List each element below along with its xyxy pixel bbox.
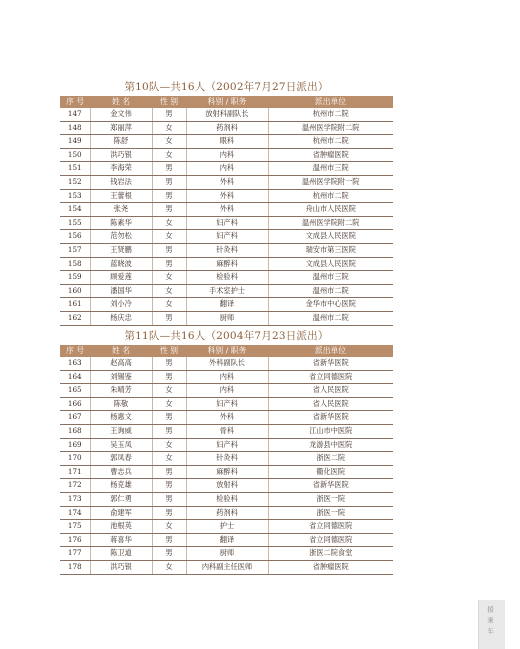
cell-unit: 省立同德医院 — [268, 520, 393, 534]
cell-gender: 男 — [152, 243, 186, 257]
table-row — [60, 370, 393, 384]
cell-number: 147 — [60, 108, 90, 121]
header-name: 姓 名 — [90, 345, 152, 357]
cell-gender: 女 — [152, 560, 186, 574]
cell-unit: 省肿瘤医院 — [268, 148, 393, 162]
cell-name: 潘国华 — [90, 284, 152, 298]
table-row — [60, 438, 393, 452]
cell-name: 洪巧银 — [90, 148, 152, 162]
cell-number: 157 — [60, 243, 90, 257]
table-row — [60, 243, 393, 257]
cell-department: 药剂科 — [186, 121, 268, 135]
cell-gender: 女 — [152, 284, 186, 298]
table-row — [60, 189, 393, 203]
table-header-row — [60, 96, 393, 108]
cell-gender: 女 — [152, 135, 186, 149]
cell-number: 174 — [60, 506, 90, 520]
table-row — [60, 121, 393, 135]
cell-department: 翻译 — [186, 298, 268, 312]
team-10-table — [60, 96, 393, 326]
cell-name: 杨庆忠 — [90, 311, 152, 325]
cell-unit: 温州医学院附二院 — [268, 121, 393, 135]
cell-department: 内科 — [186, 370, 268, 384]
cell-name: 蓝晓波 — [90, 257, 152, 271]
cell-unit: 杭州市二院 — [268, 135, 393, 149]
cell-unit: 温州市三院 — [268, 162, 393, 176]
table-row — [60, 148, 393, 162]
cell-gender: 男 — [152, 108, 186, 121]
cell-department: 骨科 — [186, 424, 268, 438]
cell-name: 吴玉凤 — [90, 438, 152, 452]
cell-name: 赵高高 — [90, 357, 152, 370]
cell-name: 郑丽萍 — [90, 121, 152, 135]
table-row — [60, 520, 393, 534]
cell-name: 郭凤春 — [90, 452, 152, 466]
table-row — [60, 257, 393, 271]
cell-gender: 女 — [152, 216, 186, 230]
cell-department: 外科 — [186, 175, 268, 189]
table-row — [60, 411, 393, 425]
cell-number: 170 — [60, 452, 90, 466]
cell-gender: 男 — [152, 492, 186, 506]
table-row — [60, 479, 393, 493]
header-number: 序 号 — [60, 345, 90, 357]
cell-name: 朱晴芳 — [90, 384, 152, 398]
table-row — [60, 135, 393, 149]
cell-gender: 女 — [152, 148, 186, 162]
cell-unit: 衢化医院 — [268, 465, 393, 479]
cell-number: 149 — [60, 135, 90, 149]
cell-number: 166 — [60, 397, 90, 411]
cell-unit: 文成县人民医院 — [268, 257, 393, 271]
table-row — [60, 271, 393, 285]
cell-name: 李海荣 — [90, 162, 152, 176]
table-row — [60, 560, 393, 574]
cell-name: 杨克雄 — [90, 479, 152, 493]
cell-name: 刘锡鉴 — [90, 370, 152, 384]
cell-unit: 温州医学院附二院 — [268, 216, 393, 230]
cell-name: 王询威 — [90, 424, 152, 438]
table-row — [60, 230, 393, 244]
cell-gender: 男 — [152, 424, 186, 438]
cell-department: 翻译 — [186, 533, 268, 547]
cell-department: 内科副主任医师 — [186, 560, 268, 574]
table-row — [60, 203, 393, 217]
team-11-section — [60, 329, 393, 575]
cell-department: 内科 — [186, 162, 268, 176]
cell-name: 陈舒 — [90, 135, 152, 149]
team-10-section — [60, 80, 393, 326]
cell-unit: 江山市中医院 — [268, 424, 393, 438]
cell-gender: 男 — [152, 506, 186, 520]
cell-number: 153 — [60, 189, 90, 203]
table-row — [60, 357, 393, 370]
cell-number: 150 — [60, 148, 90, 162]
header-unit: 派出单位 — [268, 96, 393, 108]
table-row — [60, 397, 393, 411]
cell-gender: 女 — [152, 230, 186, 244]
table-row — [60, 175, 393, 189]
cell-unit: 杭州市二院 — [268, 108, 393, 121]
cell-department: 妇产科 — [186, 438, 268, 452]
cell-number: 154 — [60, 203, 90, 217]
cell-department: 妇产科 — [186, 397, 268, 411]
table-row — [60, 162, 393, 176]
cell-name: 陈素华 — [90, 216, 152, 230]
cell-gender: 男 — [152, 189, 186, 203]
cell-gender: 男 — [152, 175, 186, 189]
cell-name: 蒋喜华 — [90, 533, 152, 547]
cell-name: 钱岩法 — [90, 175, 152, 189]
header-name: 姓 名 — [90, 96, 152, 108]
cell-unit: 舟山市人民医院 — [268, 203, 393, 217]
cell-gender: 女 — [152, 121, 186, 135]
cell-department: 护士 — [186, 520, 268, 534]
cell-name: 顾爱莲 — [90, 271, 152, 285]
cell-gender: 女 — [152, 397, 186, 411]
cell-gender: 男 — [152, 203, 186, 217]
cell-number: 168 — [60, 424, 90, 438]
cell-name: 俞建军 — [90, 506, 152, 520]
cell-name: 张尧 — [90, 203, 152, 217]
cell-gender: 女 — [152, 384, 186, 398]
header-gender: 性 别 — [152, 96, 186, 108]
cell-name: 刘小冷 — [90, 298, 152, 312]
cell-gender: 男 — [152, 533, 186, 547]
cell-number: 151 — [60, 162, 90, 176]
table-row — [60, 547, 393, 561]
cell-unit: 浙医一院 — [268, 492, 393, 506]
cell-number: 158 — [60, 257, 90, 271]
cell-unit: 瑞安市第三医院 — [268, 243, 393, 257]
cell-unit: 浙医一院 — [268, 506, 393, 520]
cell-name: 王蕾根 — [90, 189, 152, 203]
cell-gender: 男 — [152, 411, 186, 425]
cell-number: 155 — [60, 216, 90, 230]
cell-number: 162 — [60, 311, 90, 325]
cell-number: 175 — [60, 520, 90, 534]
cell-department: 眼科 — [186, 135, 268, 149]
table-row — [60, 465, 393, 479]
cell-unit: 龙游县中医院 — [268, 438, 393, 452]
cell-unit: 省肿瘤医院 — [268, 560, 393, 574]
cell-number: 165 — [60, 384, 90, 398]
cell-department: 外科 — [186, 189, 268, 203]
cell-unit: 杭州市二院 — [268, 189, 393, 203]
cell-gender: 男 — [152, 162, 186, 176]
cell-gender: 男 — [152, 465, 186, 479]
cell-gender: 女 — [152, 452, 186, 466]
cell-department: 手术室护士 — [186, 284, 268, 298]
cell-unit: 省新华医院 — [268, 357, 393, 370]
team-10-rows — [60, 108, 393, 325]
header-unit: 派出单位 — [268, 345, 393, 357]
cell-gender: 男 — [152, 370, 186, 384]
cell-unit: 省立同德医院 — [268, 370, 393, 384]
cell-name: 王贤鹏 — [90, 243, 152, 257]
cell-department: 厨师 — [186, 311, 268, 325]
cell-gender: 男 — [152, 479, 186, 493]
table-row — [60, 311, 393, 325]
team-11-table — [60, 345, 393, 575]
cell-unit: 温州市三院 — [268, 271, 393, 285]
cell-department: 麻醉科 — [186, 465, 268, 479]
cell-unit: 省新华医院 — [268, 411, 393, 425]
table-row — [60, 108, 393, 121]
cell-department: 厨师 — [186, 547, 268, 561]
header-number: 序 号 — [60, 96, 90, 108]
cell-number: 163 — [60, 357, 90, 370]
table-header-row — [60, 345, 393, 357]
table-row — [60, 492, 393, 506]
cell-gender: 男 — [152, 357, 186, 370]
cell-department: 妇产科 — [186, 230, 268, 244]
cell-unit: 文成县人民医院 — [268, 230, 393, 244]
header-department: 科别 / 职务 — [186, 345, 268, 357]
cell-department: 外科 — [186, 411, 268, 425]
cell-number: 160 — [60, 284, 90, 298]
header-gender: 性 别 — [152, 345, 186, 357]
cell-department: 麻醉科 — [186, 257, 268, 271]
team-11-rows — [60, 357, 393, 574]
table-row — [60, 216, 393, 230]
cell-gender: 女 — [152, 520, 186, 534]
cell-number: 178 — [60, 560, 90, 574]
cell-department: 检验科 — [186, 492, 268, 506]
cell-number: 176 — [60, 533, 90, 547]
cell-department: 针灸科 — [186, 243, 268, 257]
cell-unit: 省人民医院 — [268, 397, 393, 411]
cell-name: 陈卫道 — [90, 547, 152, 561]
cell-unit: 温州医学院附一院 — [268, 175, 393, 189]
cell-department: 内科 — [186, 148, 268, 162]
table-row — [60, 506, 393, 520]
cell-department: 检验科 — [186, 271, 268, 285]
cell-department: 外科 — [186, 203, 268, 217]
table-row — [60, 384, 393, 398]
cell-name: 陈敬 — [90, 397, 152, 411]
cell-name: 曹志兵 — [90, 465, 152, 479]
cell-name: 金文伟 — [90, 108, 152, 121]
cell-number: 172 — [60, 479, 90, 493]
cell-number: 169 — [60, 438, 90, 452]
header-department: 科别 / 职务 — [186, 96, 268, 108]
cell-unit: 浙医二院 — [268, 452, 393, 466]
cell-gender: 男 — [152, 547, 186, 561]
cell-unit: 省新华医院 — [268, 479, 393, 493]
cell-unit: 金华市中心医院 — [268, 298, 393, 312]
cell-number: 167 — [60, 411, 90, 425]
table-row — [60, 424, 393, 438]
cell-name: 范勿松 — [90, 230, 152, 244]
cell-unit: 省人民医院 — [268, 384, 393, 398]
cell-department: 放射科 — [186, 479, 268, 493]
cell-department: 妇产科 — [186, 216, 268, 230]
cell-department: 内科 — [186, 384, 268, 398]
team-10-title: 第10队—共16人（2002年7月27日派出） — [124, 81, 329, 93]
cell-number: 156 — [60, 230, 90, 244]
cell-number: 152 — [60, 175, 90, 189]
cell-number: 171 — [60, 465, 90, 479]
cell-unit: 省立同德医院 — [268, 533, 393, 547]
table-row — [60, 284, 393, 298]
cell-gender: 男 — [152, 257, 186, 271]
cell-department: 针灸科 — [186, 452, 268, 466]
cell-department: 外科副队长 — [186, 357, 268, 370]
table-row — [60, 452, 393, 466]
side-tab-label: 援 乘 车 — [486, 606, 494, 635]
cell-name: 杨惠文 — [90, 411, 152, 425]
cell-gender: 男 — [152, 311, 186, 325]
cell-number: 159 — [60, 271, 90, 285]
cell-gender: 女 — [152, 271, 186, 285]
cell-name: 郭仁勇 — [90, 492, 152, 506]
cell-unit: 温州市二院 — [268, 284, 393, 298]
cell-unit: 浙医二院食堂 — [268, 547, 393, 561]
cell-number: 173 — [60, 492, 90, 506]
cell-number: 148 — [60, 121, 90, 135]
cell-name: 洪巧银 — [90, 560, 152, 574]
table-row — [60, 298, 393, 312]
cell-number: 161 — [60, 298, 90, 312]
cell-unit: 温州市二院 — [268, 311, 393, 325]
cell-department: 放射科副队长 — [186, 108, 268, 121]
cell-number: 164 — [60, 370, 90, 384]
cell-name: 池根英 — [90, 520, 152, 534]
table-row — [60, 533, 393, 547]
cell-gender: 女 — [152, 438, 186, 452]
page-side-tab — [478, 600, 505, 649]
cell-gender: 女 — [152, 298, 186, 312]
cell-number: 177 — [60, 547, 90, 561]
cell-department: 药剂科 — [186, 506, 268, 520]
team-11-title: 第11队—共16人（2004年7月23日派出） — [124, 330, 329, 342]
